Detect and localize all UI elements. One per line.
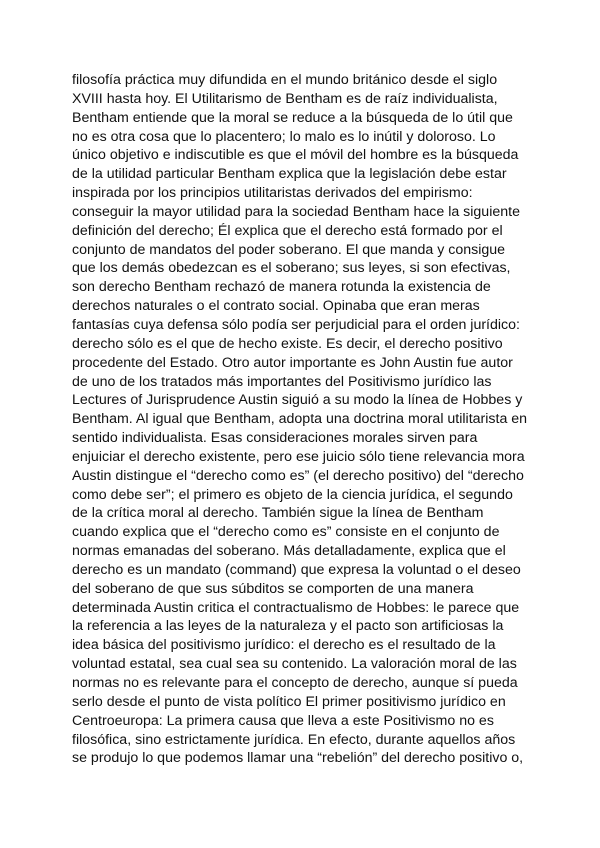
text-line: que los demás obedezcan es el soberano; sus leyes, si son efectivas, — [72, 260, 511, 277]
text-line: inspirada por los principios utilitaristas derivados del empirismo: — [72, 185, 473, 202]
text-line: como debe ser”; el primero es objeto de la ciencia jurídica, el segundo — [72, 486, 513, 503]
text-line: filosofía práctica muy difundida en el mundo británico desde el siglo — [72, 72, 498, 88]
text-line: procedente del Estado. Otro autor importante es John Austin fue autor — [72, 354, 513, 371]
text-line: determinada Austin critica el contractualismo de Hobbes: le parece que — [72, 599, 520, 616]
text-line: fantasías cuya defensa sólo podía ser perjudicial para el orden jurídico: — [72, 316, 520, 333]
text-line: derecho es un mandato (command) que expresa la voluntad o el deseo — [72, 561, 521, 578]
text-line: serlo desde el punto de vista político El primer positivismo jurídico en — [72, 693, 506, 710]
text-line: de uno de los tratados más importantes del Positivismo jurídico las — [72, 373, 492, 390]
text-line: conjunto de mandatos del poder soberano. El que manda y consigue — [72, 241, 506, 258]
text-line: Lectures of Jurisprudence Austin siguió a su modo la línea de Hobbes y — [72, 392, 523, 409]
text-line: la referencia a las leyes de la naturaleza y el pacto son artificiosas la — [72, 618, 504, 635]
body-text — [72, 71, 542, 768]
text-line: sentido individualista. Esas consideraciones morales sirven para — [72, 430, 478, 447]
text-line: Bentham. Al igual que Bentham, adopta una doctrina moral utilitarista en — [72, 411, 528, 428]
text-line: normas no es relevante para el concepto de derecho, aunque sí pueda — [72, 675, 518, 691]
text-line: definición del derecho; Él explica que el derecho está formado por el — [72, 222, 503, 239]
text-line: conseguir la mayor utilidad para la sociedad Bentham hace la siguiente — [72, 203, 520, 220]
text-line: del soberano de que sus súbditos se comporten de una manera — [72, 580, 474, 597]
text-line: Centroeuropa: La primera causa que lleva a este Positivismo no es — [72, 712, 494, 729]
text-line: enjuiciar el derecho existente, pero ese juicio sólo tiene relevancia mora — [72, 448, 525, 465]
text-line: derechos naturales o el contrato social. Opinaba que eran meras — [72, 298, 480, 315]
text-line: XVIII hasta hoy. El Utilitarismo de Bentham es de raíz individualista, — [72, 90, 498, 107]
text-line: filosófica, sino estrictamente jurídica. En efecto, durante aquellos años — [72, 731, 516, 748]
text-line: normas emanadas del soberano. Más detalladamente, explica que el — [72, 543, 506, 560]
text-line: de la crítica moral al derecho. También sigue la línea de Bentham — [72, 505, 484, 522]
text-line: de la utilidad particular Bentham explica que la legislación debe estar — [72, 166, 507, 183]
text-line: son derecho Bentham rechazó de manera rotunda la existencia de — [72, 279, 491, 296]
text-line: se produjo lo que podemos llamar una “rebelión” del derecho positivo o, — [72, 750, 524, 767]
text-line: no es otra cosa que lo placentero; lo malo es lo inútil y doloroso. Lo — [72, 128, 496, 145]
text-line: Bentham entiende que la moral se reduce a la búsqueda de lo útil que — [72, 109, 513, 126]
text-line: voluntad estatal, sea cual sea su contenido. La valoración moral de las — [72, 656, 517, 673]
text-line: cuando explica que el “derecho como es” consiste en el conjunto de — [72, 524, 500, 541]
text-line: idea básica del positivismo jurídico: el derecho es el resultado de la — [72, 637, 496, 654]
text-line: único objetivo e indiscutible es que el móvil del hombre es la búsqueda — [72, 147, 519, 164]
text-line: Austin distingue el “derecho como es” (el derecho positivo) del “derecho — [72, 467, 524, 484]
text-line: derecho sólo es el que de hecho existe. Es decir, el derecho positivo — [72, 335, 503, 352]
